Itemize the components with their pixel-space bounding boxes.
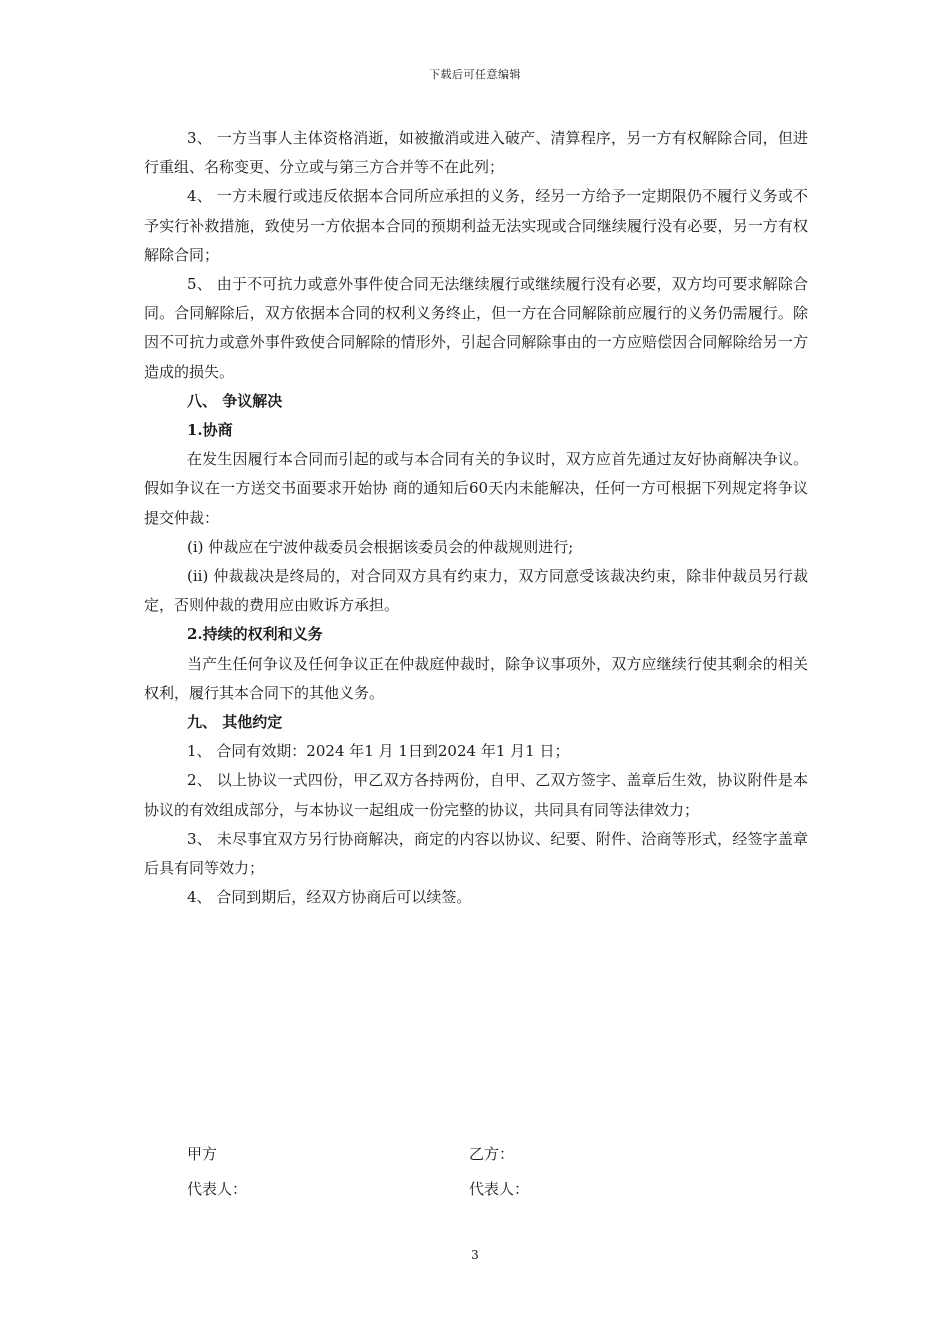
section-heading-other: 九、 其他约定 — [187, 713, 283, 732]
clause-3: 3、 一方当事人主体资格消逝，如被撤消或进入破产、清算程序，另一方有权解除合同，但进行重组、名称变更、分立或与第三方合并等不在此列； — [144, 129, 808, 177]
page-number: 3 — [471, 1248, 479, 1262]
party-b-label: 乙方： — [469, 1145, 515, 1163]
section-heading-dispute: 八、 争议解决 — [187, 391, 283, 410]
document-body — [144, 124, 808, 912]
arbitration-item-ii: (ii) 仲裁裁决是终局的，对合同双方具有约束力，双方同意受该裁决约束，除非仲裁员另行裁定，否则仲裁的费用应由败诉方承担。 — [144, 567, 808, 615]
other-item-3: 3、 未尽事宜双方另行协商解决，商定的内容以协议、纪要、附件、洽商等形式，经签字盖章后具有同等效力； — [144, 829, 808, 878]
continuing-rights-paragraph: 当产生任何争议及任何争议正在仲裁庭仲裁时，除争议事项外，双方应继续行使其剩余的相关权利，履行其本合同下的其他义务。 — [144, 654, 808, 702]
representative-a-label: 代表人： — [187, 1180, 248, 1198]
arbitration-item-i: (i) 仲裁应在宁波仲裁委员会根据该委员会的仲裁规则进行; — [187, 537, 574, 556]
signature-row-representatives — [187, 1175, 787, 1204]
party-a-label: 甲方 — [187, 1145, 218, 1163]
subheading-negotiation: 1.协商 — [187, 421, 233, 440]
negotiation-paragraph: 在发生因履行本合同而引起的或与本合同有关的争议时，双方应首先通过友好协商解决争议。假如争议在一方送交书面要求开始协 商的通知后60天内未能解决，任何一方可根据下列规定将争议提交仲裁： — [144, 450, 808, 527]
signature-row-parties — [187, 1140, 787, 1169]
page-header: 下载后可任意编辑 — [429, 68, 521, 81]
other-item-2: 2、 以上协议一式四份，甲乙双方各持两份，自甲、乙双方签字、盖章后生效，协议附件是本协议的有效组成部分，与本协议一起组成一份完整的协议，共同具有同等法律效力； — [144, 771, 808, 819]
other-item-1: 1、 合同有效期：2024 年1 月 1日到2024 年1 月1 日； — [187, 742, 570, 761]
other-item-4: 4、 合同到期后，经双方协商后可以续签。 — [187, 888, 472, 907]
representative-b-label: 代表人： — [469, 1180, 530, 1198]
clause-5: 5、 由于不可抗力或意外事件使合同无法继续履行或继续履行没有必要，双方均可要求解除合同。合同解除后，双方依据本合同的权利义务终止，但一方在合同解除前应履行的义务仍需履行。除因不可抗力或意外事件致使合同解除的情形外，引起合同解除事由的一方应赔偿因合同解除给另一方造成的损失。 — [144, 275, 808, 381]
clause-4: 4、 一方未履行或违反依据本合同所应承担的义务，经另一方给予一定期限仍不履行义务或不予实行补救措施，致使另一方依据本合同的预期利益无法实现或合同继续履行没有必要，另一方有权解除合同； — [144, 187, 808, 264]
subheading-continuing-rights: 2.持续的权利和义务 — [187, 625, 323, 644]
